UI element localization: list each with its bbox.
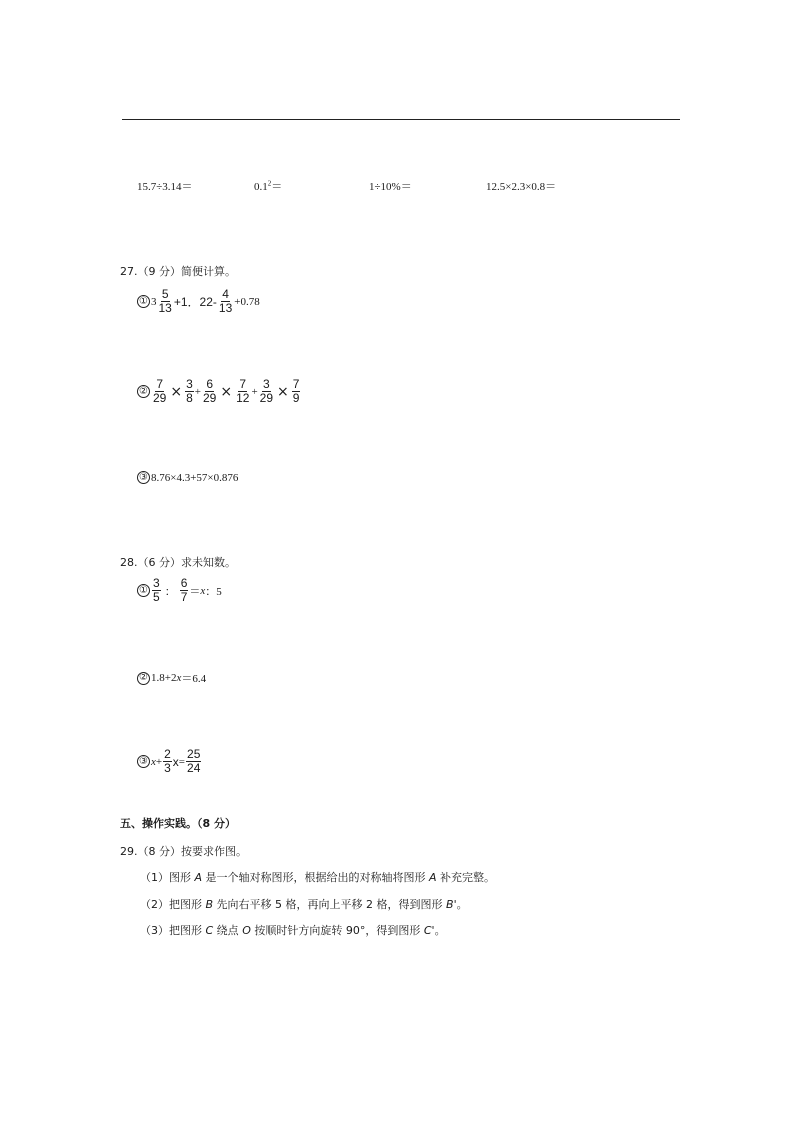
oral-calc-4: 12.5×2.3×0.8＝	[486, 181, 557, 193]
q29-item-3: （3）把图形 C 绕点 O 按顺时针方向旋转 90°，得到图形 C'。	[140, 924, 446, 937]
fraction: $\frac{5}{13}$	[158, 287, 172, 315]
q27-part2: ② $\frac{7}{29}$ × $\frac{3}{8}$ + $\frac{6}{29}$ × $\frac{7}{12}$ + $\frac{3}{29}$ × $\frac{7}{9}$	[137, 378, 301, 405]
fraction: $\frac{7}{12}$	[236, 377, 250, 405]
fraction: $\frac{4}{13}$	[218, 287, 233, 315]
q29-title: 29.（8 分）按要求作图。	[120, 845, 247, 858]
q29-item-1: （1）图形 A 是一个轴对称图形，根据给出的对称轴将图形 A 补充完整。	[140, 871, 496, 884]
q28-part1: ① $\frac{3}{5}$ ： $\frac{6}{7}$ ＝ x ：5	[137, 577, 222, 604]
fraction: $\frac{6}{7}$	[180, 576, 188, 604]
fraction: $\frac{7}{29}$	[153, 377, 167, 405]
fraction: $\frac{2}{3}$	[164, 747, 171, 775]
q28-part2: ② 1.8+2 x ＝6.4	[137, 670, 206, 686]
q28-title: 28.（6 分）求未知数。	[120, 556, 236, 569]
q29-item-2: （2）把图形 B 先向右平移 5 格，再向上平移 2 格，得到图形 B'。	[140, 898, 468, 911]
circled-number: ③	[137, 755, 150, 768]
circled-number: ①	[137, 584, 150, 597]
circled-number: ②	[137, 672, 150, 685]
circled-number: ③	[137, 471, 150, 484]
circled-number: ①	[137, 295, 150, 308]
oral-calc-3: 1÷10%＝	[369, 181, 412, 193]
q27-part1: ① 3 $\frac{5}{13}$ +1．22- $\frac{4}{13}$ +0.78	[137, 288, 260, 315]
section5-title: 五、操作实践。（8 分）	[120, 817, 236, 830]
oral-calc-1: 15.7÷3.14＝	[137, 181, 193, 193]
q27-part3: ③ 8.76×4.3+57×0.876	[137, 471, 238, 484]
fraction: $\frac{3}{8}$	[186, 377, 193, 405]
oral-calc-2: $0.1^2=$	[254, 179, 283, 193]
q28-part3: ③ x + $\frac{2}{3}$ x = $\frac{25}{24}$	[137, 748, 202, 775]
circled-number: ②	[137, 385, 150, 398]
fraction: $\frac{3}{5}$	[153, 576, 160, 604]
fraction: $\frac{7}{9}$	[292, 377, 300, 405]
q27-title: 27.（9 分）简便计算。	[120, 265, 236, 278]
header-rule	[122, 119, 680, 120]
fraction: $\frac{6}{29}$	[203, 377, 217, 405]
fraction: $\frac{25}{24}$	[187, 747, 201, 775]
fraction: $\frac{3}{29}$	[259, 377, 274, 405]
